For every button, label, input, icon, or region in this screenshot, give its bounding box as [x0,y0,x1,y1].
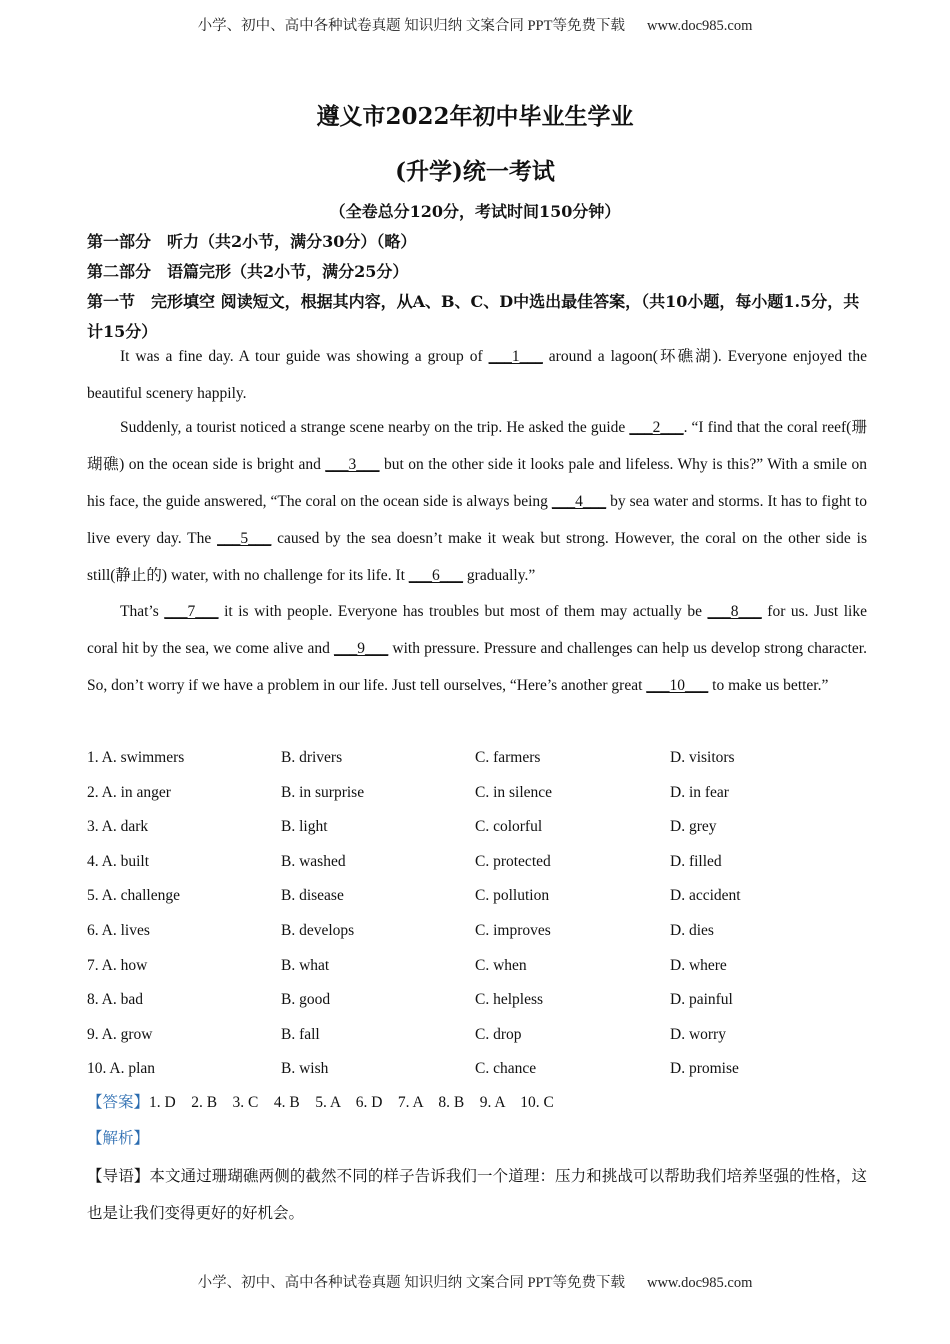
option-d: D. accident [670,887,741,905]
blank-5: ___5___ [217,530,272,547]
option-a: 6. A. lives [87,921,150,939]
footer-text: 小学、初中、高中各种试卷真题 知识归纳 文案合同 PPT等免费下载 [197,1275,625,1291]
option-b: B. what [281,956,330,974]
option-b: B. in surprise [281,783,365,801]
option-b: B. drivers [281,749,343,766]
page-header [0,14,950,35]
option-b: B. fall [281,1025,320,1043]
answer-text: 1. D 2. B 3. C 4. B 5. A 6. D 7. A 8. B 9. A 10. C [149,1094,554,1111]
footer-site-link[interactable]: www.doc985.com [646,1275,753,1291]
option-c: C. protected [475,852,551,870]
option-d: D. where [670,956,727,974]
option-a: 5. A. challenge [87,887,180,905]
option-c: C. chance [475,1060,537,1078]
option-c: C. farmers [475,749,541,766]
blank-9: ___9___ [334,640,389,657]
option-d: D. promise [670,1060,739,1078]
analysis-tag: 【解析】 [87,1130,150,1147]
blank-10: ___10___ [646,677,709,694]
option-d: D. worry [670,1025,726,1043]
option-row [87,914,867,949]
blank-8: ___8___ [707,603,762,620]
passage-paragraph-2: Suddenly, a tourist noticed a strange scene nearby on the trip. He asked the guide ___2___. “I find that the coral reef(珊瑚礁) on the ocean side is bright and ___3___ but on the other side it looks pale and lifeless. Why is this?” With a smile on his face, the guide answered, “The coral on the ocean side is always being ___4___ by sea water and storms. It has to fight to live every day. The ___5___ caused by the sea doesn’t make it weak but strong. However, the coral on the other side is still(静止的) water, with no challenge for its life. It ___6___ gradually.” [87,419,867,584]
option-b: B. develops [281,921,355,939]
option-row [87,949,867,984]
blank-2: ___2___ [629,419,684,436]
option-row [87,845,867,880]
option-d: D. filled [670,852,722,870]
option-c: C. colorful [475,818,543,836]
option-b: B. light [281,818,328,836]
option-d: D. dies [670,921,714,939]
option-a: 1. A. swimmers [87,749,185,766]
option-c: C. helpless [475,991,544,1009]
blank-4: ___4___ [551,493,607,510]
option-b: B. wish [281,1060,329,1078]
exam-title-line2: (升学)统一考试 [395,158,555,185]
option-a: 2. A. in anger [87,783,171,801]
option-d: D. painful [670,991,733,1009]
option-row [87,810,867,845]
options-list [87,741,867,1087]
option-row [87,983,867,1018]
option-c: C. improves [475,921,551,939]
blank-1: ___1___ [488,348,543,365]
option-a: 8. A. bad [87,991,143,1009]
option-a: 3. A. dark [87,818,149,836]
option-b: B. washed [281,852,346,870]
analysis-line [87,1124,149,1154]
guide-tag: 【导语】 [87,1168,150,1185]
option-row [87,1052,867,1087]
header-text: 小学、初中、高中各种试卷真题 知识归纳 文案合同 PPT等免费下载 [197,18,625,34]
option-a: 7. A. how [87,956,148,974]
passage-paragraph-3: That’s ___7___ it is with people. Everyone has troubles but most of them may actually be ___8___ for us. Just like coral hit by the sea, we come alive and ___9___ with pressure. Pressure and challenges can help us develop strong character. So, don’t worry if we have a problem in our life. Just tell ourselves, “Here’s another great ___10___ to make us better.” [87,603,867,694]
option-a: 10. A. plan [87,1060,156,1078]
passage-paragraph-1: It was a fine day. A tour guide was showing a group of ___1___ around a lagoon(环礁湖). Everyone enjoyed the beautiful scenery happily. [87,348,867,402]
option-d: D. visitors [670,749,735,766]
option-b: B. good [281,991,331,1009]
section-instructions: 第一节 完形填空 阅读短文，根据其内容，从A、B、C、D中选出最佳答案，（共10小题，每小题1.5分，共计15分） [87,292,860,341]
option-c: C. in silence [475,783,553,801]
guide-paragraph [87,1158,867,1232]
option-d: D. grey [670,818,717,836]
header-site-link[interactable]: www.doc985.com [646,18,753,34]
section-listening: 第一部分 听力（共2小节，满分30分）（略） [87,232,417,251]
option-c: C. pollution [475,887,550,905]
blank-6: ___6___ [408,567,464,584]
section-cloze: 第二部分 语篇完形（共2小节，满分25分） [87,262,409,281]
page-footer [0,1271,950,1292]
option-a: 4. A. built [87,852,150,870]
blank-3: ___3___ [325,456,380,473]
guide-text: 本文通过珊瑚礁两侧的截然不同的样子告诉我们一个道理：压力和挑战可以帮助我们培养坚强的性格，这也是让我们变得更好的好机会。 [87,1168,867,1222]
blank-7: ___7___ [164,603,219,620]
exam-subtitle: （全卷总分120分，考试时间150分钟） [329,202,621,221]
option-b: B. disease [281,887,344,905]
option-c: C. drop [475,1025,522,1043]
option-row [87,879,867,914]
exam-title-line1: 遵义市2022年初中毕业生学业 [316,103,634,130]
option-d: D. in fear [670,783,729,801]
option-row [87,741,867,776]
option-row [87,1018,867,1053]
answer-line [87,1088,554,1118]
option-a: 9. A. grow [87,1025,153,1043]
answer-tag: 【答案】 [87,1094,150,1111]
option-row [87,776,867,811]
option-c: C. when [475,956,527,974]
